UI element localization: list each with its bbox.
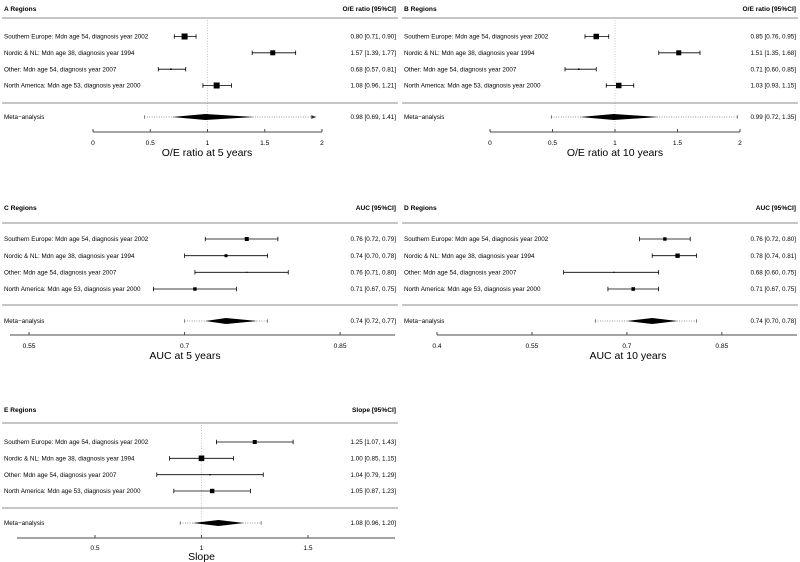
estimate-ci-text: 1.08 [0.96, 1.21] <box>350 82 396 90</box>
x-axis-tick-label: 0.5 <box>547 140 558 147</box>
meta-analysis-row <box>404 318 796 325</box>
point-estimate-marker <box>631 287 635 291</box>
study-row <box>4 472 396 479</box>
point-estimate-marker <box>253 440 257 444</box>
panel-e-slope <box>0 380 400 562</box>
x-axis <box>10 332 395 362</box>
panel-header-label: B Regions <box>404 6 437 13</box>
point-estimate-marker <box>594 34 600 40</box>
x-axis-tick-label: 2 <box>320 140 324 147</box>
x-axis-title: Slope <box>188 551 215 562</box>
point-estimate-marker <box>270 50 275 55</box>
study-row <box>404 50 796 57</box>
study-row <box>4 83 396 90</box>
meta-estimate-ci-text: 1.08 [0.96, 1.20] <box>350 520 396 528</box>
study-label: Southern Europe: Mdn age 54, diagnosis year 2002 <box>404 236 549 244</box>
x-axis-tick-label: 2 <box>738 140 742 147</box>
study-row <box>4 66 396 73</box>
study-label: Nordic & NL: Mdn age 38, diagnosis year 1994 <box>404 252 535 260</box>
point-estimate-marker <box>663 237 666 240</box>
point-estimate-marker <box>246 272 247 273</box>
prediction-interval-arrow <box>311 115 316 119</box>
x-axis-tick-label: 0 <box>488 140 492 147</box>
x-axis-tick-label: 0.5 <box>145 140 155 147</box>
x-axis-tick-label: 0.55 <box>525 343 539 350</box>
study-row <box>4 439 396 446</box>
study-label: North America: Mdn age 53, diagnosis year 2000 <box>4 82 141 90</box>
meta-estimate-ci-text: 0.99 [0.72, 1.35] <box>750 114 796 122</box>
estimate-ci-text: 0.85 [0.76, 0.95] <box>750 33 796 41</box>
study-row <box>404 270 796 277</box>
meta-analysis-row <box>4 318 396 325</box>
x-axis-title: O/E ratio at 5 years <box>161 147 253 159</box>
summary-diamond <box>205 318 257 324</box>
meta-analysis-label: Meta−analysis <box>4 520 45 528</box>
panel-c-auc-5y <box>0 190 400 380</box>
study-row <box>4 286 396 293</box>
meta-analysis-label: Meta−analysis <box>4 114 45 122</box>
estimate-ci-text: 0.71 [0.67, 0.75] <box>750 286 796 294</box>
estimate-ci-text: 0.76 [0.72, 0.80] <box>750 236 796 244</box>
summary-diamond <box>193 520 244 526</box>
study-label: Nordic & NL: Mdn age 38, diagnosis year 1994 <box>4 252 135 260</box>
point-estimate-marker <box>209 474 210 475</box>
study-row <box>4 34 396 41</box>
study-row <box>4 236 396 243</box>
point-estimate-marker <box>578 68 580 70</box>
point-estimate-marker <box>170 68 172 70</box>
estimate-ci-text: 0.76 [0.72, 0.79] <box>350 236 396 244</box>
summary-diamond <box>627 318 678 324</box>
meta-analysis-label: Meta−analysis <box>4 318 45 326</box>
x-axis-tick-label: 0.85 <box>333 343 347 350</box>
estimate-ci-text: 0.80 [0.71, 0.90] <box>350 33 396 41</box>
x-axis-title: AUC at 10 years <box>589 350 667 362</box>
estimate-ci-text: 1.04 [0.79, 1.29] <box>350 471 396 479</box>
study-label: Nordic & NL: Mdn age 38, diagnosis year 1994 <box>4 455 135 463</box>
x-axis-tick-label: 1 <box>613 140 617 147</box>
panel-header-label: A Regions <box>4 6 37 13</box>
x-axis-tick-label: 1.5 <box>260 140 270 147</box>
point-estimate-marker <box>614 272 615 273</box>
panel-header-label: E Regions <box>4 407 37 414</box>
point-estimate-marker <box>676 50 681 55</box>
study-row <box>404 236 796 243</box>
study-row <box>404 286 796 293</box>
study-label: Other: Mdn age 54, diagnosis year 2007 <box>404 269 517 277</box>
x-axis <box>91 129 324 159</box>
study-row <box>4 488 396 495</box>
x-axis <box>488 129 742 159</box>
x-axis-tick-label: 0.5 <box>90 545 100 552</box>
study-row <box>404 66 796 73</box>
study-label: Southern Europe: Mdn age 54, diagnosis year 2002 <box>4 236 149 244</box>
study-row <box>4 270 396 277</box>
estimate-ci-text: 1.57 [1.39, 1.77] <box>350 50 396 57</box>
x-axis-tick-label: 1 <box>199 545 204 552</box>
x-axis-tick-label: 0.4 <box>432 343 442 350</box>
x-axis-tick-label: 0.55 <box>22 343 36 350</box>
study-label: North America: Mdn age 53, diagnosis year 2000 <box>404 286 541 294</box>
x-axis-tick-label: 0.7 <box>179 343 190 350</box>
panel-header-measure: Slope [95%CI] <box>352 407 396 414</box>
estimate-ci-text: 1.51 [1.35, 1.68] <box>750 50 796 57</box>
study-label: Other: Mdn age 54, diagnosis year 2007 <box>4 66 117 74</box>
study-row <box>404 83 796 90</box>
study-row <box>404 34 796 41</box>
x-axis-title: AUC at 5 years <box>149 350 221 362</box>
study-label: Other: Mdn age 54, diagnosis year 2007 <box>4 269 117 277</box>
meta-analysis-row <box>404 114 796 121</box>
study-label: North America: Mdn age 53, diagnosis year 2000 <box>4 488 141 496</box>
meta-analysis-row <box>4 114 396 121</box>
meta-estimate-ci-text: 0.74 [0.72, 0.77] <box>350 318 396 326</box>
estimate-ci-text: 0.71 [0.60, 0.85] <box>750 66 796 74</box>
panel-header-measure: AUC [95%CI] <box>355 205 396 212</box>
study-label: Southern Europe: Mdn age 54, diagnosis year 2002 <box>4 439 149 447</box>
panel-a-oe-ratio-5y <box>0 0 400 190</box>
point-estimate-marker <box>199 456 205 462</box>
estimate-ci-text: 0.68 [0.60, 0.75] <box>750 269 796 277</box>
meta-analysis-row <box>4 520 396 527</box>
x-axis-tick-label: 0.7 <box>622 343 632 350</box>
x-axis-tick-label: 0 <box>91 140 95 147</box>
panel-header-measure: O/E ratio [95%CI] <box>342 6 396 13</box>
panel-header-measure: AUC [95%CI] <box>755 205 796 212</box>
study-row <box>4 253 396 260</box>
meta-estimate-ci-text: 0.74 [0.70, 0.78] <box>750 318 796 326</box>
estimate-ci-text: 0.71 [0.67, 0.75] <box>350 286 396 294</box>
study-row <box>404 253 796 260</box>
point-estimate-marker <box>225 254 228 257</box>
estimate-ci-text: 1.03 [0.93, 1.15] <box>750 82 796 90</box>
study-label: Southern Europe: Mdn age 54, diagnosis year 2002 <box>404 33 549 41</box>
study-row <box>4 50 396 57</box>
estimate-ci-text: 0.74 [0.70, 0.78] <box>350 252 396 260</box>
x-axis-tick-label: 1.5 <box>303 545 313 552</box>
summary-diamond <box>172 114 254 120</box>
summary-diamond <box>580 114 659 120</box>
x-axis-tick-label: 1.5 <box>672 140 683 147</box>
study-label: North America: Mdn age 53, diagnosis year 2000 <box>404 82 541 90</box>
point-estimate-marker <box>193 287 196 290</box>
point-estimate-marker <box>616 83 622 89</box>
meta-analysis-label: Meta−analysis <box>404 318 445 326</box>
panel-header-label: C Regions <box>4 205 37 212</box>
panel-header-measure: O/E ratio [95%CI] <box>742 6 796 13</box>
point-estimate-marker <box>210 489 214 493</box>
estimate-ci-text: 1.25 [1.07, 1.43] <box>350 439 396 447</box>
panel-header-label: D Regions <box>404 205 437 212</box>
estimate-ci-text: 0.68 [0.57, 0.81] <box>350 66 396 74</box>
x-axis <box>17 535 395 562</box>
point-estimate-marker <box>675 254 679 258</box>
meta-analysis-label: Meta−analysis <box>404 114 445 122</box>
study-label: Other: Mdn age 54, diagnosis year 2007 <box>4 471 117 479</box>
point-estimate-marker <box>182 34 188 40</box>
meta-estimate-ci-text: 0.98 [0.69, 1.41] <box>350 114 396 122</box>
study-row <box>4 456 396 463</box>
x-axis <box>432 332 797 362</box>
estimate-ci-text: 0.78 [0.74, 0.81] <box>750 252 796 260</box>
panel-b-oe-ratio-10y <box>400 0 800 190</box>
study-label: Nordic & NL: Mdn age 38, diagnosis year 1994 <box>404 50 535 57</box>
point-estimate-marker <box>245 237 249 241</box>
estimate-ci-text: 0.76 [0.71, 0.80] <box>350 269 396 277</box>
point-estimate-marker <box>214 83 220 89</box>
x-axis-tick-label: 1 <box>205 140 210 147</box>
study-label: Nordic & NL: Mdn age 38, diagnosis year 1994 <box>4 50 135 57</box>
x-axis-title: O/E ratio at 10 years <box>566 147 664 159</box>
x-axis-tick-label: 0.85 <box>715 343 729 350</box>
study-label: Southern Europe: Mdn age 54, diagnosis year 2002 <box>4 33 149 41</box>
panel-d-auc-10y <box>400 190 800 380</box>
estimate-ci-text: 1.05 [0.87, 1.23] <box>350 488 396 496</box>
study-label: Other: Mdn age 54, diagnosis year 2007 <box>404 66 517 74</box>
study-label: North America: Mdn age 53, diagnosis year 2000 <box>4 286 141 294</box>
estimate-ci-text: 1.00 [0.85, 1.15] <box>350 455 396 463</box>
